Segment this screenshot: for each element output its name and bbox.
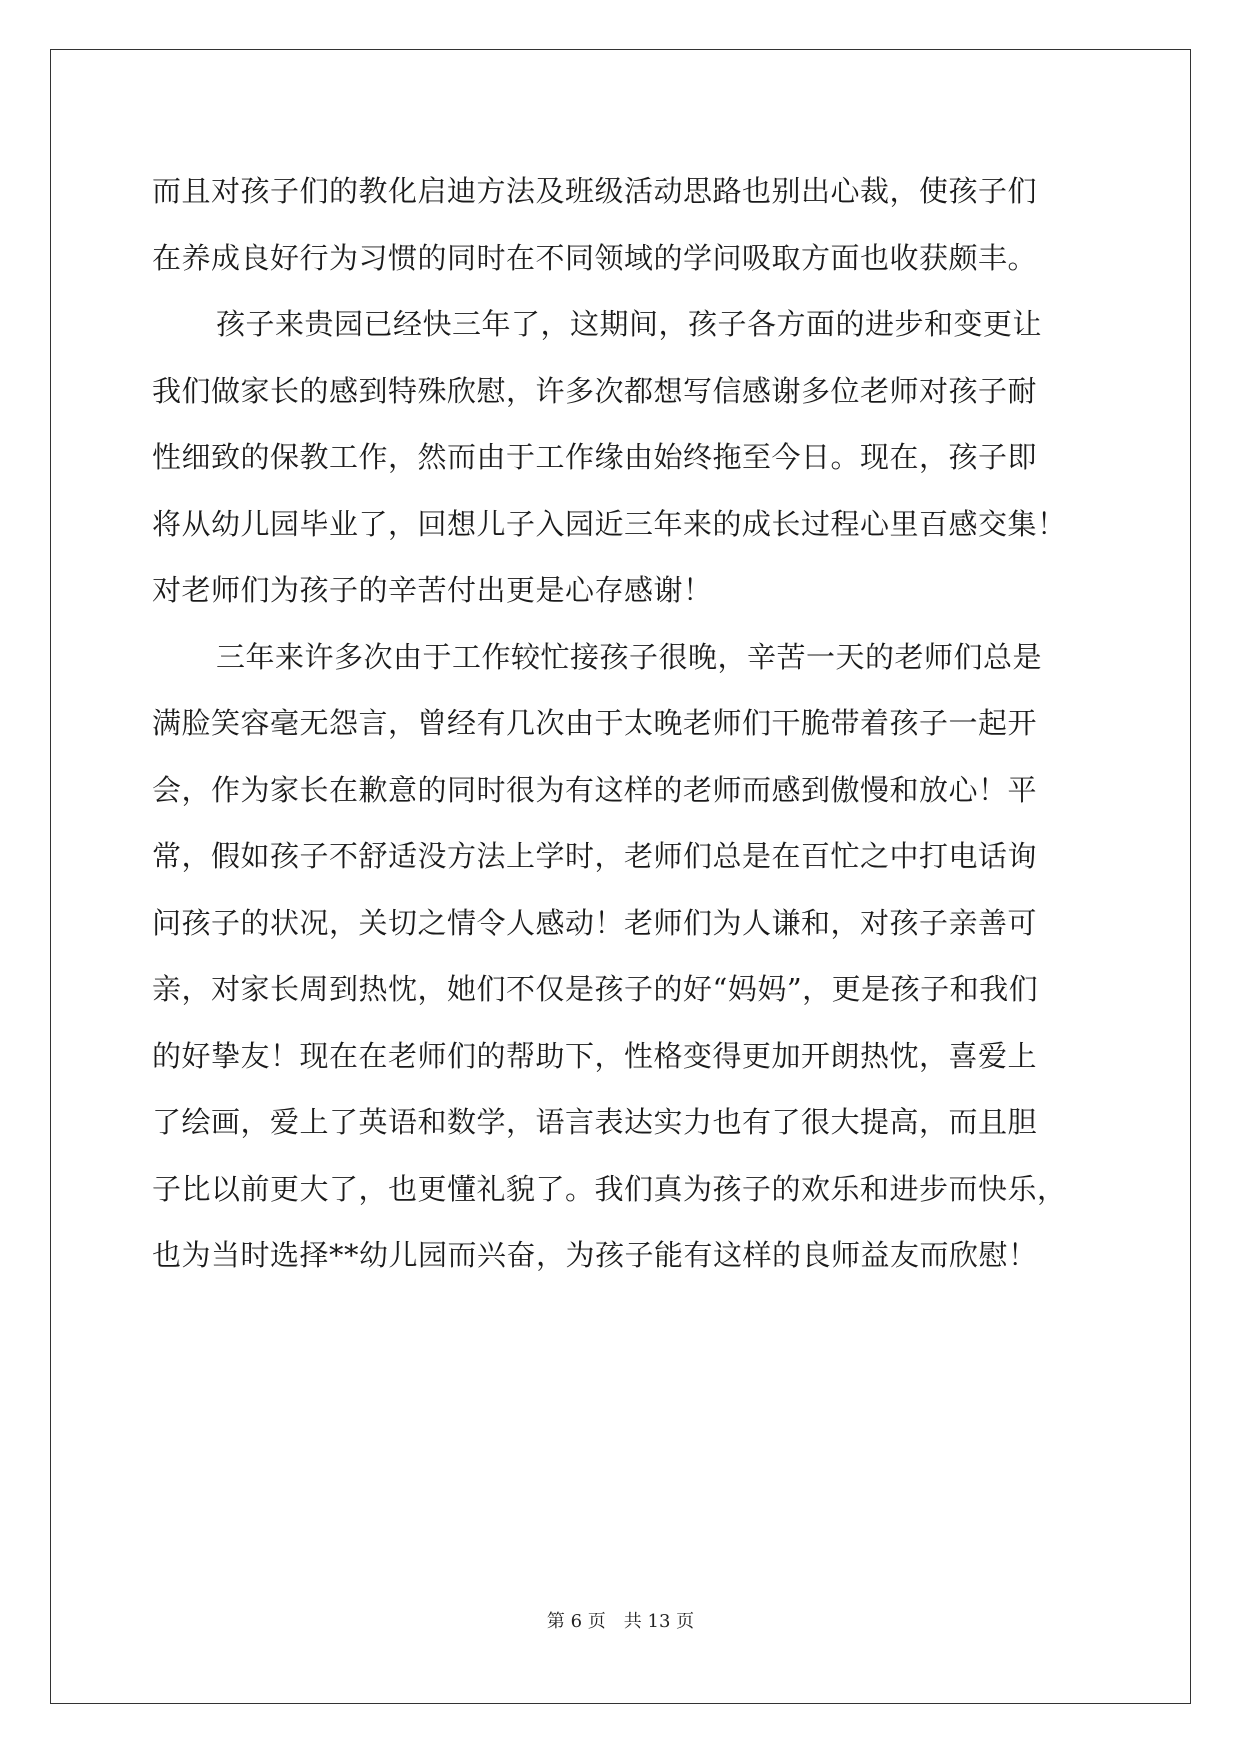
text-line: 子比以前更大了，也更懂礼貌了。我们真为孩子的欢乐和进步而快乐， — [152, 1171, 1067, 1206]
text-line: 的好挚友！现在在老师们的帮助下，性格变得更加开朗热忱，喜爱上 — [152, 1038, 1038, 1073]
text-line: 会，作为家长在歉意的同时很为有这样的老师而感到傲慢和放心！平 — [152, 772, 1038, 807]
text-line: 将从幼儿园毕业了，回想儿子入园近三年来的成长过程心里百感交集！ — [152, 506, 1067, 541]
document-body — [152, 158, 1092, 1289]
text-line: 而且对孩子们的教化启迪方法及班级活动思路也别出心裁，使孩子们 — [152, 174, 1038, 208]
text-line: 孩子来贵园已经快三年了，这期间，孩子各方面的进步和变更让 — [216, 307, 1043, 341]
text-line: 也为当时选择**幼儿园而兴奋，为孩子能有这样的良师益友而欣慰！ — [152, 1238, 1038, 1272]
text-line: 亲，对家长周到热忱，她们不仅是孩子的好“妈妈”，更是孩子和我们 — [152, 972, 1039, 1006]
text-line: 三年来许多次由于工作较忙接孩子很晚，辛苦一天的老师们总是 — [216, 639, 1043, 674]
page-number: 第 6 页 — [546, 1611, 606, 1632]
text-line: 常，假如孩子不舒适没方法上学时，老师们总是在百忙之中打电话询 — [152, 839, 1038, 873]
page-footer — [0, 1607, 1241, 1633]
text-line: 在养成良好行为习惯的同时在不同领域的学问吸取方面也收获颇丰。 — [152, 240, 1038, 275]
text-line: 了绘画，爱上了英语和数学，语言表达实力也有了很大提高，而且胆 — [152, 1105, 1038, 1139]
page-total: 共 13 页 — [623, 1611, 695, 1632]
text-line: 满脸笑容毫无怨言，曾经有几次由于太晚老师们干脆带着孩子一起开 — [152, 706, 1038, 740]
text-line: 性细致的保教工作，然而由于工作缘由始终拖至今日。现在，孩子即 — [152, 440, 1038, 474]
text-line: 问孩子的状况，关切之情令人感动！老师们为人谦和，对孩子亲善可 — [152, 905, 1038, 940]
text-line: 我们做家长的感到特殊欣慰，许多次都想写信感谢多位老师对孩子耐 — [152, 373, 1038, 408]
text-line: 对老师们为孩子的辛苦付出更是心存感谢！ — [152, 573, 713, 607]
